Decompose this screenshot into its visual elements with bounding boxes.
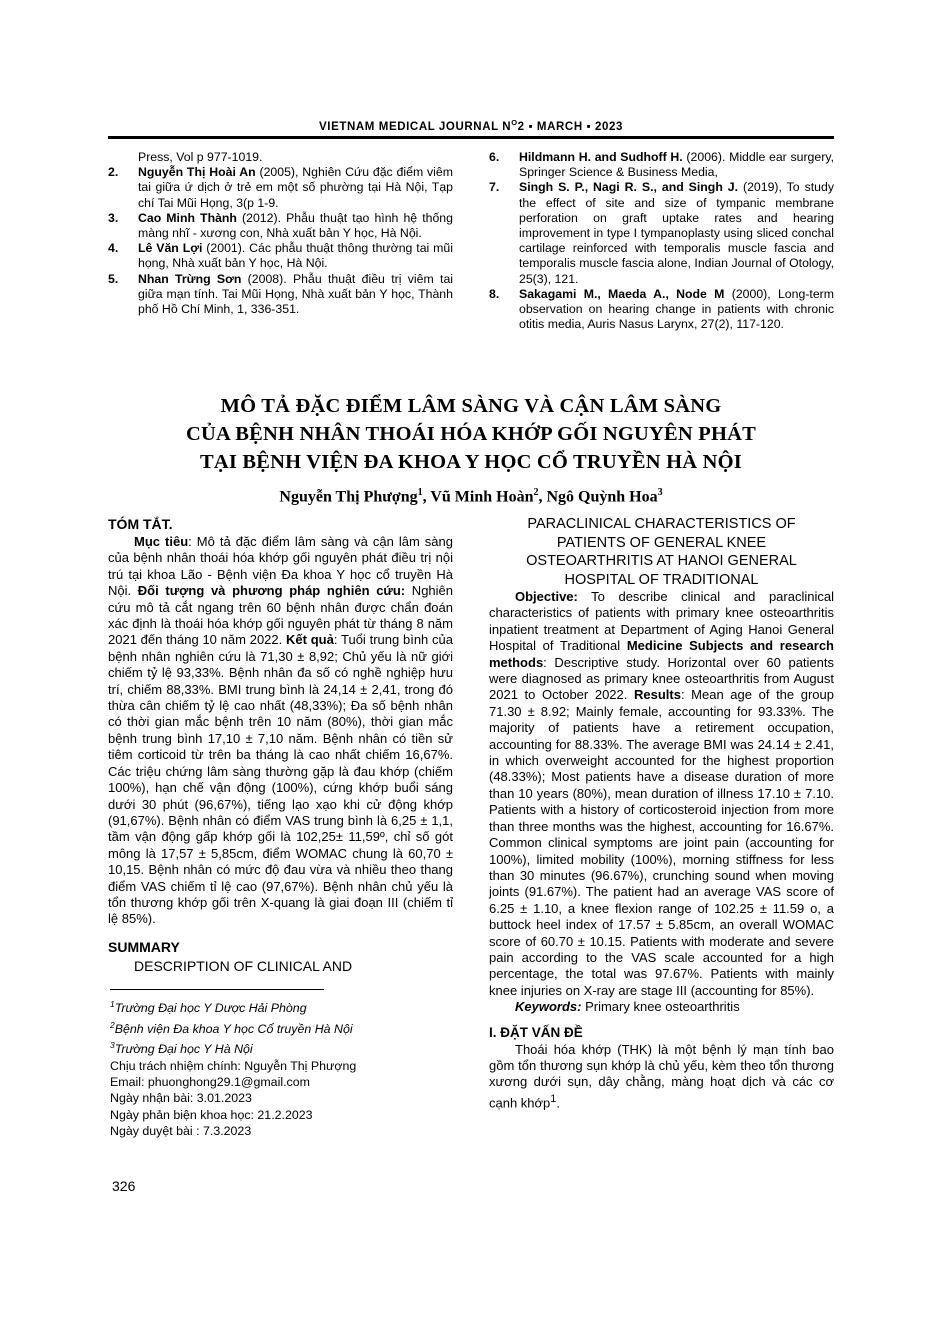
references-right-column xyxy=(489,150,834,332)
affiliation-2-text: Bệnh viện Đa khoa Y học Cổ truyền Hà Nội xyxy=(114,1021,353,1036)
reference-list-right xyxy=(489,150,834,332)
text-objective: To describe clinical and paraclinical characteristics of patients with primary knee osteoarthritis inpatient treatment at Department of Aging Hanoi General Hospital of Traditional xyxy=(489,589,834,654)
author-name: Nguyễn Thị Phượng xyxy=(279,488,418,506)
label-objective: Objective: xyxy=(515,589,578,604)
page-number: 326 xyxy=(112,1178,136,1194)
abstract-en-title-line-3: OSTEOARTHRITIS AT HANOI GENERAL xyxy=(526,553,797,569)
intro-citation-marker: 1 xyxy=(550,1092,557,1105)
reference-detail: (2001). Các phẫu thuật thông thường tai mũi họng, Nhà xuất bản Y học, Hà Nội. xyxy=(138,241,453,271)
text-ket-qua: : Tuổi trung bình của bệnh nhân nghiên cứu là 71,30 ± 8,92; Chủ yếu là nữ giới chiếm tỷ lệ 93,33%. Bệnh nhân đa số có nghề nghiệp hưu trí, chiếm 88,33%. BMI trung bình là 24,14 ± 2,41, trong đó thừa cân chiếm tỷ lệ cao nhất (48,33%); Đa số bệnh nhân có thời gian mắc bệnh trên 10 năm (80%), thời gian mắc bệnh trung bình 17,10 ± 7,10 năm. Bệnh nhân có tiền sử tiêm corticoid từ trên ba tháng là cao nhất chiếm 16,67%. Các triệu chứng lâm sàng thường gặp là đau khớp (chiếm 100%), hạn chế vận động (100%), cứng khớp buổi sáng dưới 30 phút (96,67%), tiếng lạo xạo khi cử động khớp (91,67%). Bệnh nhân có điểm VAS trung bình là 6,25 ± 1,1, tầm vận động gấp khớp gối là 102,25± 11,59º, chỉ số gót mông là 17,57 ± 5,85cm, điểm WOMAC chung là 60,70 ± 10,15. Bệnh nhân có mức độ đau vừa và nhiều theo thang điểm VAS chiếm tỉ lệ cao (97,67%). Bệnh nhân chủ yếu là tổn thương khớp gối trên X-quang là giai đoạn III (chiếm tỉ lệ 85%). xyxy=(108,632,454,927)
reference-detail: (2006). Middle ear surgery, Springer Science & Business Media, xyxy=(519,150,834,180)
reference-item xyxy=(108,211,453,241)
summary-subtitle: DESCRIPTION OF CLINICAL AND xyxy=(134,957,353,974)
reference-detail: (2019), To study the effect of site and size of tympanic membrane perforation on graft uptake rates and hearing improvement in type I tympanoplasty using sliced conchal cartilage reinforced with temporalis muscle fascia and temporalis muscle fascia alone, Indian Journal of Otology, 25(3), 121. xyxy=(519,180,834,286)
reference-number: 2. xyxy=(108,165,119,180)
reference-authors: Lê Văn Lợi xyxy=(138,241,203,256)
label-ket-qua: Kết quả xyxy=(286,632,334,648)
abstract-heading-vi-suffix: . xyxy=(168,516,173,532)
reference-item xyxy=(108,241,453,271)
affiliation-3-marker: 3 xyxy=(110,1040,115,1051)
abstract-heading-vi-text: TÓM TẮT xyxy=(108,516,169,532)
reference-number: 3. xyxy=(108,210,119,225)
reference-item xyxy=(108,272,453,318)
reference-number: 4. xyxy=(108,241,119,256)
author-list: Nguyễn Thị Phượng$^1$, Vũ Minh Hoàn$^2$, Ngô Quỳnh Hoa$^3$ xyxy=(279,487,663,506)
text-doi-tuong: Nghiên cứu mô tả cắt ngang trên 60 bệnh nhân được chẩn đoán xác định là thoái hóa khớp gối nguyên phát từ tháng 8 năm 2021 đến tháng 10 năm 2022. xyxy=(108,583,453,648)
affiliation-3 xyxy=(110,1037,460,1058)
affiliation-2 xyxy=(110,1017,460,1038)
footnote-divider xyxy=(110,989,324,990)
article-title-line-2: CỦA BỆNH NHÂN THOÁI HÓA KHỚP GỐI NGUYÊN PHÁT xyxy=(186,423,756,445)
author-affiliation-marker: 3 xyxy=(657,487,663,498)
footnote-block xyxy=(110,996,460,1140)
reference-authors: Cao Minh Thành xyxy=(138,210,237,225)
header-divider xyxy=(108,136,834,139)
article-title-line-1: MÔ TẢ ĐẶC ĐIỂM LÂM SÀNG VÀ CẬN LÂM SÀNG xyxy=(220,395,722,417)
abstract-en-title xyxy=(489,515,834,589)
author-name: Vũ Minh Hoàn xyxy=(430,488,534,506)
reference-authors: Hildmann H. and Sudhoff H. xyxy=(519,150,683,164)
intro-text: Thoái hóa khớp (THK) là một bệnh lý mạn tính bao gồm tổn thương sụn khớp là chủ yếu, kèm theo tổn thương xương dưới sụn, dây chằng, màng hoạt dịch và các cơ cạnh khớp xyxy=(489,1041,834,1111)
summary-heading: SUMMARY xyxy=(108,938,180,955)
intro-text-end: . xyxy=(556,1095,560,1111)
author-affiliation-marker: 2 xyxy=(533,487,539,498)
section-heading-dat-van-de: I. ĐẶT VẤN ĐỀ xyxy=(489,1024,583,1040)
reference-item xyxy=(489,180,834,286)
abstract-en-title-line-1: PARACLINICAL CHARACTERISTICS OF xyxy=(527,516,796,532)
reference-number: 7. xyxy=(489,180,500,195)
abstract-vi-body xyxy=(108,534,453,928)
corresponding-author: Chịu trách nhiệm chính: Nguyễn Thị Phượng xyxy=(110,1058,357,1073)
reference-authors: Nhan Trừng Sơn xyxy=(138,271,242,286)
reference-authors: Singh S. P., Nagi R. S., and Singh J. xyxy=(519,180,739,195)
reference-item xyxy=(489,287,834,333)
accepted-date: Ngày duyệt bài : 7.3.2023 xyxy=(110,1124,252,1139)
abstract-english xyxy=(489,515,834,1112)
affiliation-1-marker: 1 xyxy=(110,999,115,1009)
label-muc-tieu: Mục tiêu xyxy=(134,534,189,549)
affiliation-1-text: Trường Đại học Y Dược Hải Phòng xyxy=(114,1001,307,1016)
abstract-en-title-line-4: HOSPITAL OF TRADITIONAL xyxy=(564,571,759,588)
reviewed-date: Ngày phản biện khoa học: 21.2.2023 xyxy=(110,1107,313,1122)
running-head xyxy=(108,118,834,133)
abstract-en-title-line-2: PATIENTS OF GENERAL KNEE xyxy=(556,534,767,551)
running-head-prefix: VIETNAM MEDICAL JOURNAL N xyxy=(319,120,512,133)
reference-lead-fragment: Press, Vol p 977-1019. xyxy=(138,150,263,164)
text-muc-tieu: : Mô tả đặc điểm lâm sàng và cận lâm sàng của bệnh nhân thoái hóa khớp gối nguyên phát điều trị nội trú tại khoa Lão - Bệnh viện Đa khoa Y học cổ truyền Hà Nội. xyxy=(108,534,453,599)
reference-number: 6. xyxy=(489,150,500,164)
affiliation-3-text: Trường Đại học Y Hà Nội xyxy=(114,1042,253,1057)
author-affiliation-marker: 1 xyxy=(417,487,423,498)
received-date: Ngày nhận bài: 3.01.2023 xyxy=(110,1091,252,1106)
reference-item xyxy=(108,165,453,211)
running-head-suffix: 2 ▪ MARCH ▪ 2023 xyxy=(517,120,623,133)
abstract-heading-vi xyxy=(108,515,453,533)
keywords-line xyxy=(489,999,834,1015)
references-left-column xyxy=(108,150,453,332)
section-intro-paragraph xyxy=(489,1042,834,1112)
reference-detail: (2000), Long-term observation on hearing change in patients with chronic otitis media, Auris Nasus Larynx, 27(2), 117-120. xyxy=(519,286,835,332)
reference-authors: Sakagami M., Maeda A., Node M xyxy=(519,286,725,301)
reference-list-left xyxy=(108,165,453,317)
reference-detail: (2008). Phẫu thuật điều trị viêm tai giữa mạn tính. Tai Mũi Họng, Nhà xuất bản Y học, Thành phố Hồ Chí Minh, 1, 336-351. xyxy=(138,271,454,317)
running-head-superscript: O xyxy=(511,118,518,127)
reference-item xyxy=(489,150,834,180)
label-results: Results xyxy=(633,687,681,703)
reference-detail: (2012). Phẫu thuật tạo hình hệ thống màng nhĩ - xương con, Nhà xuất bản Y học, Hà Nội. xyxy=(138,210,453,241)
author-name: Ngô Quỳnh Hoa xyxy=(546,488,658,506)
text-results: : Mean age of the group 71.30 ± 8.92; Mainly female, accounting for 93.33%. The majority of patients have a retirement occupation, accounting for 88.33%. The average BMI was 24.14 ± 2.41, in which overweight accounted for the highest proportion (48.33%); Most patients have a disease duration of more than 10 years (80%), mean duration of illness 17.10 ± 7.10. Patients with a history of corticosteroid injection from more than three months was the highest, accounting for 16.67%. Common clinical symptoms are joint pain (accounting for 100%), limited mobility (100%), morning stiffness for less than 30 minutes (96.67%), crunching sound when moving joints (91.67%). The patient had an average VAS score of 6.25 ± 1.10, a knee flexion range of 102.25 ± 11.59 o, a buttock heel index of 17.57 ± 5.85cm, an overall WOMAC score of 60.70 ± 10.15. Patients with moderate and severe pain according to the VAS scale accounted for a high percentage, the total was 97.67%. Patients with mainly knee injuries on X-ray are stage III (accounting for 85%). xyxy=(489,687,834,998)
abstract-en-body xyxy=(489,589,834,999)
reference-detail: (2005), Nghiên Cứu đặc điểm viêm tai giữa ứ dịch ở trẻ em một số phường tại Hà Nội, Tạp chí Tai Mũi Họng, 3(p 1-9. xyxy=(138,165,453,210)
reference-number: 8. xyxy=(489,286,500,301)
reference-number: 5. xyxy=(108,271,119,286)
article-title-line-3: TẠI BỆNH VIỆN ĐA KHOA Y HỌC CỔ TRUYỀN HÀ NỘI xyxy=(200,451,742,473)
corresponding-email: Email: phuonghong29.1@gmail.com xyxy=(110,1075,310,1089)
article-title xyxy=(108,392,834,476)
label-keywords: Keywords: xyxy=(515,999,582,1015)
reference-authors: Nguyễn Thị Hoài An xyxy=(138,165,256,180)
references-columns xyxy=(108,150,834,332)
affiliation-1 xyxy=(110,996,460,1017)
label-doi-tuong: Đối tượng và phương pháp nghiên cứu: xyxy=(137,583,406,599)
label-subjects-methods: Medicine Subjects and research methods xyxy=(489,638,834,670)
text-subjects-methods: : Descriptive study. Horizontal over 60 patients were diagnosed as primary knee osteoarthritis from August 2021 to October 2022. xyxy=(489,654,834,703)
affiliation-2-marker: 2 xyxy=(110,1019,115,1030)
text-keywords: Primary knee osteoarthritis xyxy=(581,999,740,1015)
